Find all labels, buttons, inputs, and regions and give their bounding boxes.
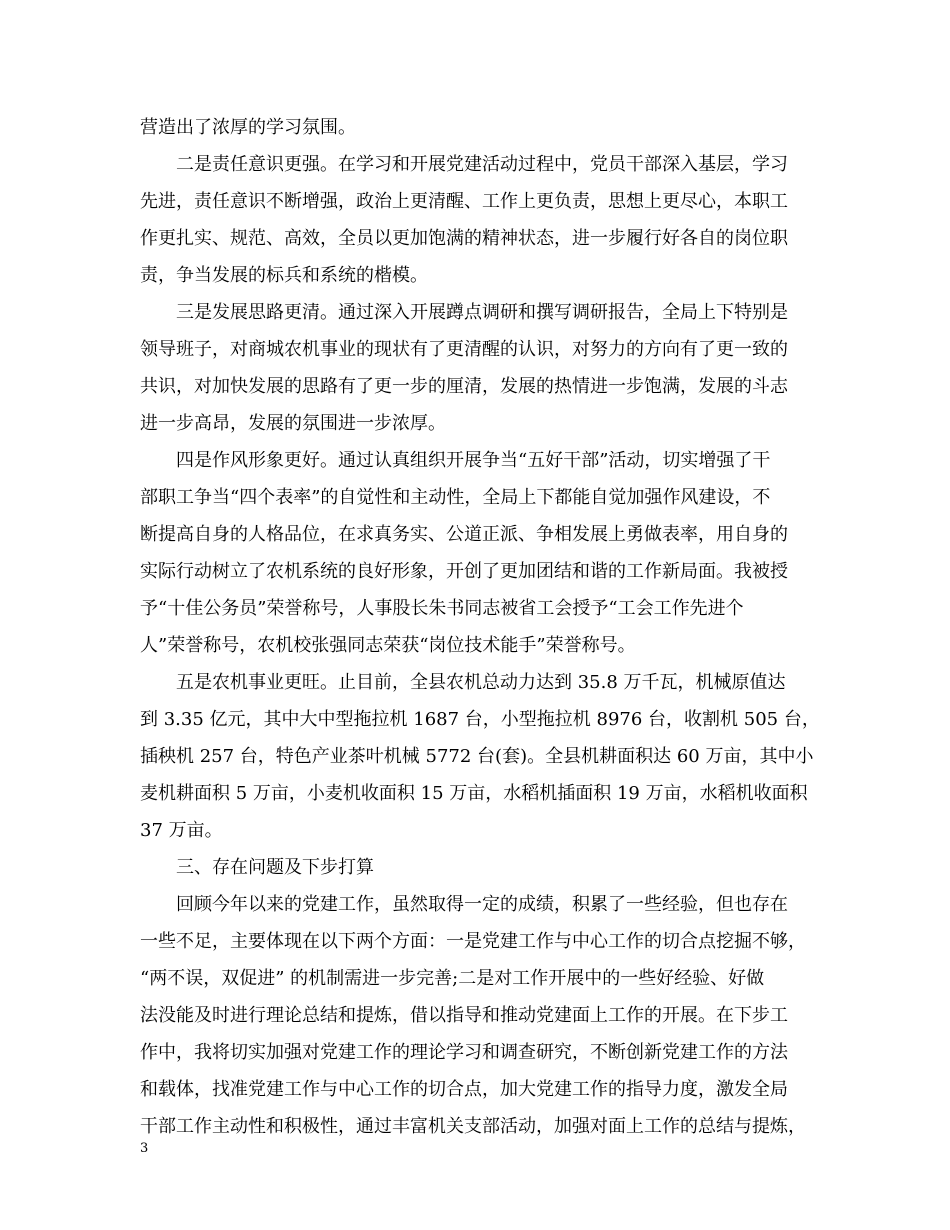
text-line: 一些不足，主要体现在以下两个方面：一是党建工作与中心工作的切合点挖掘不够，: [140, 931, 806, 952]
text-line: 到 3.35 亿元，其中大中型拖拉机 1687 台，小型拖拉机 8976 台，收割机 505 台，: [140, 709, 820, 730]
text-line: 进一步高昂，发展的氛围进一步浓厚。: [140, 413, 446, 434]
text-line: 共识，对加快发展的思路有了更一步的厘清，发展的热情进一步饱满，发展的斗志: [140, 376, 788, 397]
paragraph-first-line: 回顾今年以来的党建工作，虽然取得一定的成绩，积累了一些经验，但也存在: [176, 894, 788, 915]
paragraph-first-line: 五是农机事业更旺。止目前，全县农机总动力达到 35.8 万千瓦，机械原值达: [176, 672, 786, 693]
text-line: 人”荣誉称号，农机校张强同志荣获“岗位技术能手”荣誉称号。: [140, 635, 636, 656]
text-line: 作更扎实、规范、高效，全员以更加饱满的精神状态，进一步履行好各自的岗位职: [140, 228, 788, 249]
text-line: 责，争当发展的标兵和系统的楷模。: [140, 265, 428, 286]
text-line: 干部工作主动性和积极性，通过丰富机关支部活动，加强对面上工作的总结与提炼，: [140, 1116, 806, 1137]
paragraph-first-line: 三是发展思路更清。通过深入开展蹲点调研和撰写调研报告，全局上下特别是: [176, 302, 788, 323]
text-line: 营造出了浓厚的学习氛围。: [140, 117, 356, 138]
text-line: 先进，责任意识不断增强，政治上更清醒、工作上更负责，思想上更尽心，本职工: [140, 191, 788, 212]
text-line: 部职工争当“四个表率”的自觉性和主动性，全局上下都能自觉加强作风建设，不: [140, 487, 771, 508]
section-heading: 三、存在问题及下步打算: [176, 857, 374, 878]
paragraph-first-line: 四是作风形象更好。通过认真组织开展争当“五好干部”活动，切实增强了干: [176, 450, 771, 471]
page-number: 3: [140, 1141, 149, 1156]
text-line: 插秧机 257 台，特色产业茶叶机械 5772 台(套)。全县机耕面积达 60 万亩，其中小: [140, 746, 814, 767]
text-line: 和载体，找准党建工作与中心工作的切合点，加大党建工作的指导力度，激发全局: [140, 1079, 788, 1100]
text-line: 予“十佳公务员”荣誉称号，人事股长朱书同志被省工会授予“工会工作先进个: [140, 598, 744, 619]
text-line: 37 万亩。: [140, 820, 223, 841]
text-line: “两不误，双促进” 的机制需进一步完善;二是对工作开展中的一些好经验、好做: [140, 968, 765, 989]
text-line: 断提高自身的人格品位，在求真务实、公道正派、争相发展上勇做表率，用自身的: [140, 524, 788, 545]
text-line: 领导班子，对商城农机事业的现状有了更清醒的认识，对努力的方向有了更一致的: [140, 339, 788, 360]
paragraph-first-line: 二是责任意识更强。在学习和开展党建活动过程中，党员干部深入基层，学习: [176, 154, 788, 175]
text-line: 法没能及时进行理论总结和提炼，借以指导和推动党建面上工作的开展。在下步工: [140, 1005, 788, 1026]
text-line: 麦机耕面积 5 万亩，小麦机收面积 15 万亩，水稻机插面积 19 万亩，水稻机收面积: [140, 783, 808, 804]
text-line: 实际行动树立了农机系统的良好形象，开创了更加团结和谐的工作新局面。我被授: [140, 561, 788, 582]
text-line: 作中，我将切实加强对党建工作的理论学习和调查研究，不断创新党建工作的方法: [140, 1042, 788, 1063]
